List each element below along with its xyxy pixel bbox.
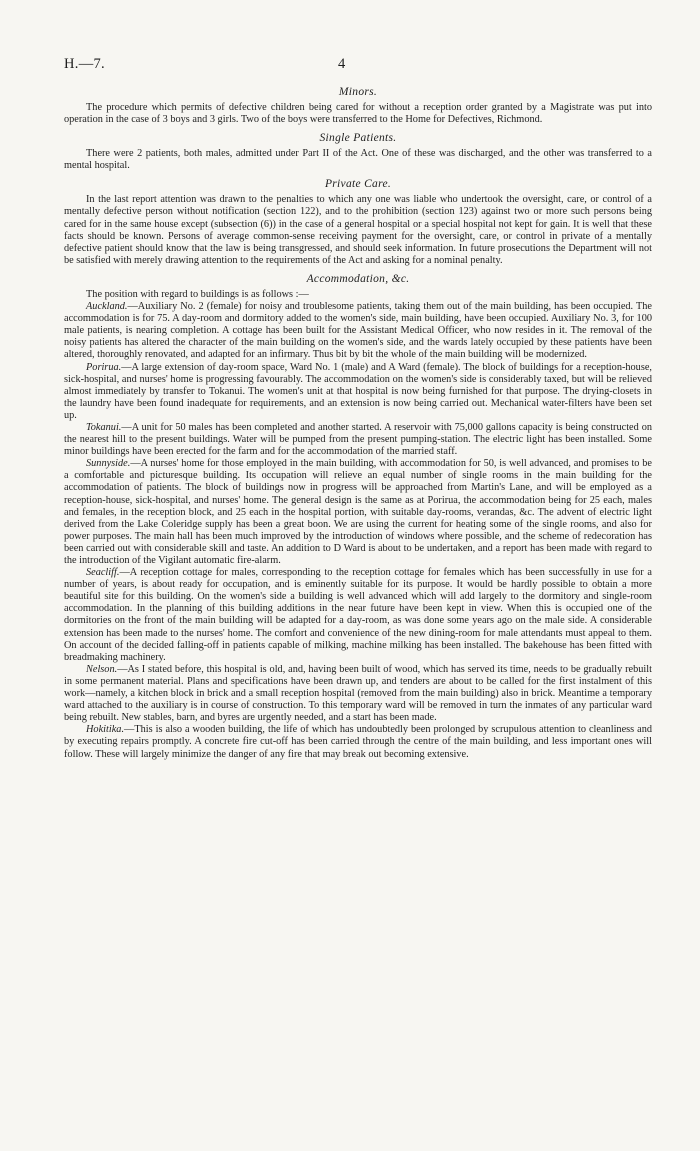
page-number: 4	[338, 56, 346, 72]
paragraph-seacliff	[64, 567, 652, 664]
paragraph-accommodation-intro: The position with regard to buildings is as follows :—	[86, 288, 309, 300]
lead-auckland: Auckland.	[86, 301, 128, 313]
paragraph-porirua	[64, 362, 652, 422]
paragraph-hokitika	[64, 724, 652, 760]
paragraph-nelson	[64, 664, 652, 724]
paragraph-tokanui	[64, 422, 652, 458]
document-page	[64, 56, 652, 761]
heading-single-patients: Single Patients.	[319, 132, 397, 145]
text-nelson: —As I stated before, this hospital is old, and, having been built of wood, which has served its time, needs to be gradually rebuilt in some permanent material. Plans and specifications have been drawn up, and tenders are about to be called for the first instalment of this work—namely, a kitchen block in brick and a small reception hospital (removed from the main building) also in brick. Meantime a temporary ward attached to the auxiliary is in course of construction. To this temporary ward will be removed in turn the inmates of any particular ward being rebuilt. New stables, barn, and byres are urgently needed, and a start has been made.	[64, 663, 652, 724]
lead-porirua: Porirua.	[86, 361, 122, 373]
text-auckland: —Auxiliary No. 2 (female) for noisy and troublesome patients, taking them out of the main building, has been occupied. The accommodation is for 75. A day-room and dormitory added to the women's side, main building, have been occupied. Auxiliary No. 3, for 100 male patients, is nearing completion. A cottage has been built for the Assistant Medical Officer, who now resides in it. The removal of the noisy patients has altered the character of the main building on the women's side, and the wards lately occupied by these patients have been altered, thoroughly renovated, and adapted for an infirmary. Thus bit by bit the whole of the main building will be modernized.	[64, 301, 652, 361]
text-sunnyside: —A nurses' home for those employed in the main building, with accommodation for 50, is well advanced, and promises to be a comfortable and picturesque building. Its occupation will relieve an equal number of single rooms in the main building for the accommodation of patients. The block of buildings now in progress will be approached from Martin's Lane, and will be employed as a reception-house, sick-hospital, and nurses' home. The general design is the same as at Porirua, the accommodation being for 25 each, males and females, in the reception block, and 25 each in the hospital portion, with suitable day-rooms, verandas, &c. The advent of electric light derived from the Lake Coleridge supply has been a great boon. We are using the current for heating some of the single rooms, and also for power purposes. The main hall has been much improved by the introduction of windows where possible, and the scheme of redecoration has been carried out with considerable skill and taste. An addition to D Ward is about to be undertaken, and a report has been made with regard to the introduction of the Vigilant automatic fire-alarm.	[64, 458, 652, 566]
text-hokitika: —This is also a wooden building, the life of which has undoubtedly been prolonged by scrupulous attention to cleanliness and by executing repairs promptly. A concrete fire cut-off has been carried through the centre of the main building, and less important ones will follow. These will largely minimize the danger of any fire that may break out becoming extensive.	[64, 724, 652, 760]
text-tokanui: —A unit for 50 males has been completed and another started. A reservoir with 75,000 gallons capacity is being constructed on the nearest hill to the present buildings. Water will be pumped from the present pumping-station. The electric light has been installed. Some minor buildings have been erected for the farm and for the accommodation of the married staff.	[64, 421, 652, 458]
paragraph-sunnyside	[64, 458, 652, 567]
lead-sunnyside: Sunnyside.	[86, 458, 131, 470]
document-code: H.—7.	[64, 56, 105, 72]
heading-private-care: Private Care.	[324, 178, 392, 191]
lead-tokanui: Tokanui.	[86, 421, 122, 433]
paragraph-private-care: In the last report attention was drawn to the penalties to which any one was liable who undertook the oversight, care, or control of a mentally defective person without notification (section 122), and to the prohibition (section 123) against two or more such persons being cared for in the same house except (subsection (6)) in the case of a general hospital or a special hospital not kept for gain. It is well that these facts should be known. Persons of average common-sense receiving payment for the oversight, care, or control in private of a mentally defective patient should know that the law is being transgressed, and should seek information. In future prosecutions the Department will not be satisfied with merely drawing attention to the requirements of the Act and asking for a nominal penalty.	[64, 194, 652, 266]
lead-nelson: Nelson.	[86, 663, 118, 675]
paragraph-minors: The procedure which permits of defective children being cared for without a reception order granted by a Magistrate was put into operation in the case of 3 boys and 3 girls. Two of the boys were transferred to the Home for Defectives, Richmond.	[64, 102, 652, 126]
lead-hokitika: Hokitika.	[86, 724, 125, 736]
paragraph-single-patients: There were 2 patients, both males, admitted under Part II of the Act. One of these was discharged, and the other was transferred to a mental hospital.	[64, 148, 652, 172]
heading-accommodation: Accommodation, &c.	[306, 272, 410, 285]
lead-seacliff: Seacliff.	[86, 567, 120, 579]
paragraph-auckland	[64, 301, 652, 361]
text-seacliff: —A reception cottage for males, corresponding to the reception cottage for females which has been successfully in use for a number of years, is about ready for occupation, and is eminently suitable for its purpose. It would be hardly possible to obtain a more beautiful site for this building. On the women's side a building is well advanced which will add largely to the dormitory and single-room accommodation. In the planning of this building additions in the near future have been kept in view. When this is occupied one of the dormitories on the front of the main building will be adapted for a day-room, as was done some years ago on the male side. A considerable extension has been made to the nurses' home. The comfort and convenience of the new dining-room for male attendants must appeal to them. On account of the decided falling-off in patients capable of milking, machine milking has been installed. The bakehouse has been fitted with breadmaking machinery.	[64, 567, 652, 663]
heading-minors: Minors.	[338, 86, 378, 98]
text-porirua: —A large extension of day-room space, Ward No. 1 (male) and A Ward (female). The block of buildings for a reception-house, sick-hospital, and nurses' home is progressing favourably. The accommodation on the women's side is considerably taxed, but will be relieved almost immediately by transfer to Tokanui. The women's unit at that hospital is now being furnished for that purpose. The drying-closets in the laundry have been found inadequate for requirements, and an extension is now being carried out. Mechanical water-filters have been set up.	[64, 361, 652, 421]
page-header	[64, 56, 652, 80]
